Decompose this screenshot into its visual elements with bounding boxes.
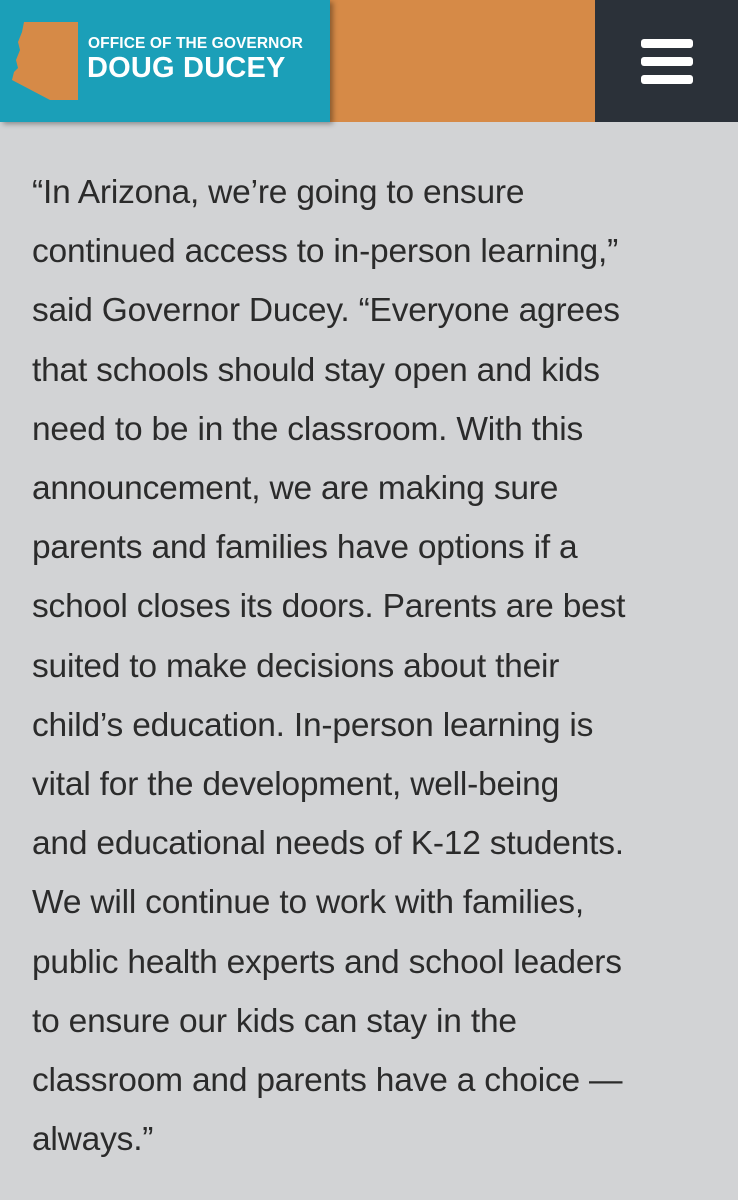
menu-button[interactable] [595,0,738,122]
governor-name: DOUG DUCEY [87,52,286,84]
governor-quote: “In Arizona, we’re going to ensure continued access to in-person learning,” said Governor Ducey. “Everyone agrees that schools should stay open and kids need to be in the classroom. With this announcement, we are making sure parents and families have options if a school closes its doors. Parents are best suited to make decisions about their child’s education. In-person learning is vital for the development, well-being and educational needs of K-12 students. We will continue to work with families, public health experts and school leaders to ensure our kids can stay in the classroom and parents have a choice — always.” [32,174,626,1159]
office-label: OFFICE OF THE GOVERNOR [88,35,303,52]
site-logo[interactable] [0,0,330,122]
site-header [0,0,738,122]
arizona-state-icon [10,20,82,102]
article-body [32,163,722,1169]
